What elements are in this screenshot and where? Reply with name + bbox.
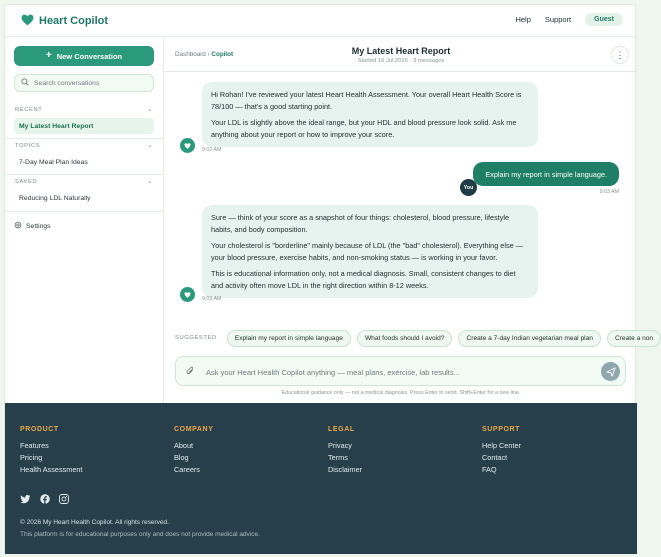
breadcrumb-dashboard[interactable]: Dashboard: [175, 51, 206, 58]
plus-icon: +: [45, 50, 52, 61]
brand-name: Heart Copilot: [39, 15, 109, 27]
sidebar: [5, 38, 164, 403]
search-icon: [21, 78, 29, 88]
footer: [5, 403, 637, 554]
message-paragraph: Hi Rohan! I've reviewed your latest Heart Health Assessment. Your overall Heart Health Score is 78/100 — that's a good starting point.: [211, 90, 522, 111]
footer-link[interactable]: Pricing: [20, 453, 43, 462]
suggestion-chip[interactable]: Create a non: [607, 330, 661, 347]
chevron-down-icon: ⌄: [147, 107, 153, 113]
footer-link[interactable]: Disclaimer: [328, 465, 363, 474]
search-input[interactable]: Search conversations: [34, 79, 100, 87]
chat-header: [165, 38, 637, 72]
user-avatar: You: [460, 179, 477, 196]
more-vertical-icon: ⋮: [615, 49, 625, 60]
twitter-icon[interactable]: [20, 495, 31, 506]
message-composer: [175, 356, 626, 386]
chat-subtitle: Started 16 Jul 2026 · 3 messages: [357, 58, 445, 64]
more-options-button[interactable]: [611, 46, 629, 64]
chevron-down-icon: ⌄: [147, 179, 153, 185]
footer-heading: COMPANY: [174, 426, 214, 433]
suggestions-row: [175, 329, 654, 347]
heart-icon: [184, 292, 191, 298]
breadcrumb-separator: ›: [207, 51, 212, 58]
input-note: Educational guidance only — not a medical diagnosis. Press Enter to send, Shift+Enter for a new line.: [281, 390, 521, 396]
footer-link[interactable]: Terms: [328, 453, 348, 462]
suggestion-chip[interactable]: What foods should I avoid?: [357, 330, 453, 347]
footer-column-legal: [328, 426, 362, 477]
heart-icon: [21, 14, 34, 28]
footer-link[interactable]: FAQ: [482, 465, 497, 474]
assistant-message: [202, 82, 538, 147]
divider: [5, 138, 164, 139]
section-title: TOPICS: [15, 143, 41, 149]
footer-heading: SUPPORT: [482, 426, 521, 433]
user-message: Explain my report in simple language.: [473, 162, 619, 186]
gear-icon: [14, 221, 22, 231]
section-header-recent[interactable]: [15, 107, 153, 113]
message-paragraph: Your cholesterol is "borderline" mainly because of LDL (the "bad" cholesterol). Everything else — your blood pressure, exercise habits, and non-smoking status — is working in your favor.: [211, 241, 523, 262]
sidebar-item-reducing-ldl[interactable]: Reducing LDL Naturally: [19, 194, 91, 202]
footer-link[interactable]: About: [174, 441, 194, 450]
footer-column-support: [482, 426, 521, 477]
send-icon: [606, 367, 616, 377]
message-paragraph: Your LDL is slightly above the ideal range, but your HDL and blood pressure look solid. Ask me anything about your report or how to improve your score.: [211, 118, 517, 139]
assistant-avatar: [180, 138, 195, 153]
settings-label: Settings: [26, 222, 51, 230]
new-conversation-button[interactable]: [14, 46, 154, 66]
suggestion-chip[interactable]: Explain my report in simple language: [227, 330, 351, 347]
assistant-message: [202, 205, 538, 298]
footer-heading: PRODUCT: [20, 426, 59, 433]
divider: [5, 174, 164, 175]
breadcrumb-current: Copilot: [211, 51, 234, 58]
top-nav: [5, 5, 637, 37]
footer-link[interactable]: Careers: [174, 465, 200, 474]
page: [4, 4, 654, 553]
section-header-topics[interactable]: [15, 143, 153, 149]
chevron-down-icon: ⌄: [147, 143, 153, 149]
footer-link[interactable]: Privacy: [328, 441, 352, 450]
assistant-avatar: [180, 287, 195, 302]
footer-link[interactable]: Blog: [174, 453, 189, 462]
send-button[interactable]: [601, 362, 620, 381]
footer-link[interactable]: Health Assessment: [20, 465, 83, 474]
footer-column-product: [20, 426, 82, 477]
message-timestamp: 9:03 AM: [202, 296, 222, 302]
guest-badge[interactable]: Guest: [585, 13, 623, 26]
message-paragraph: Sure — think of your score as a snapshot of four things: cholesterol, blood pressure, lifestyle habits, and body composition.: [211, 213, 510, 234]
section-header-saved[interactable]: [15, 179, 153, 185]
search-box[interactable]: [14, 74, 154, 92]
footer-link[interactable]: Features: [20, 441, 49, 450]
page-title: My Latest Heart Report: [351, 46, 451, 56]
social-links: [20, 494, 69, 506]
sidebar-item-meal-plan[interactable]: 7-Day Meal Plan Ideas: [19, 158, 88, 166]
section-title: SAVED: [15, 179, 38, 185]
facebook-icon[interactable]: [40, 494, 50, 506]
section-title: RECENT: [15, 107, 43, 113]
nav-links: [515, 13, 623, 26]
message-paragraph: This is educational information only, not a medical diagnosis. Small, consistent changes to diet and activity often move LDL in the right direction within 8-12 weeks.: [211, 269, 516, 290]
copyright: © 2026 My Heart Health Copilot. All rights reserved.: [20, 519, 169, 526]
footer-link[interactable]: Help Center: [482, 441, 521, 450]
brand[interactable]: [21, 14, 108, 28]
nav-link-help[interactable]: Help: [515, 15, 531, 24]
sidebar-item-latest-report[interactable]: My Latest Heart Report: [14, 118, 154, 134]
footer-disclaimer: This platform is for educational purposes only and does not provide medical advice.: [20, 531, 260, 538]
divider: [5, 211, 164, 212]
message-timestamp: 9:02 AM: [202, 147, 222, 153]
nav-link-support[interactable]: Support: [544, 15, 572, 24]
instagram-icon[interactable]: [59, 494, 69, 506]
message-input[interactable]: [206, 365, 586, 379]
paperclip-icon[interactable]: [186, 366, 195, 378]
suggestion-chip[interactable]: Create a 7-day Indian vegetarian meal plan: [458, 330, 600, 347]
footer-link[interactable]: Contact: [482, 453, 508, 462]
heart-icon: [184, 143, 191, 149]
settings-link[interactable]: [14, 221, 51, 231]
new-conversation-label: New Conversation: [56, 51, 123, 61]
suggested-label: SUGGESTED: [175, 335, 217, 341]
message-timestamp: 9:03 AM: [599, 189, 619, 195]
footer-heading: LEGAL: [328, 426, 355, 433]
footer-column-company: [174, 426, 213, 477]
